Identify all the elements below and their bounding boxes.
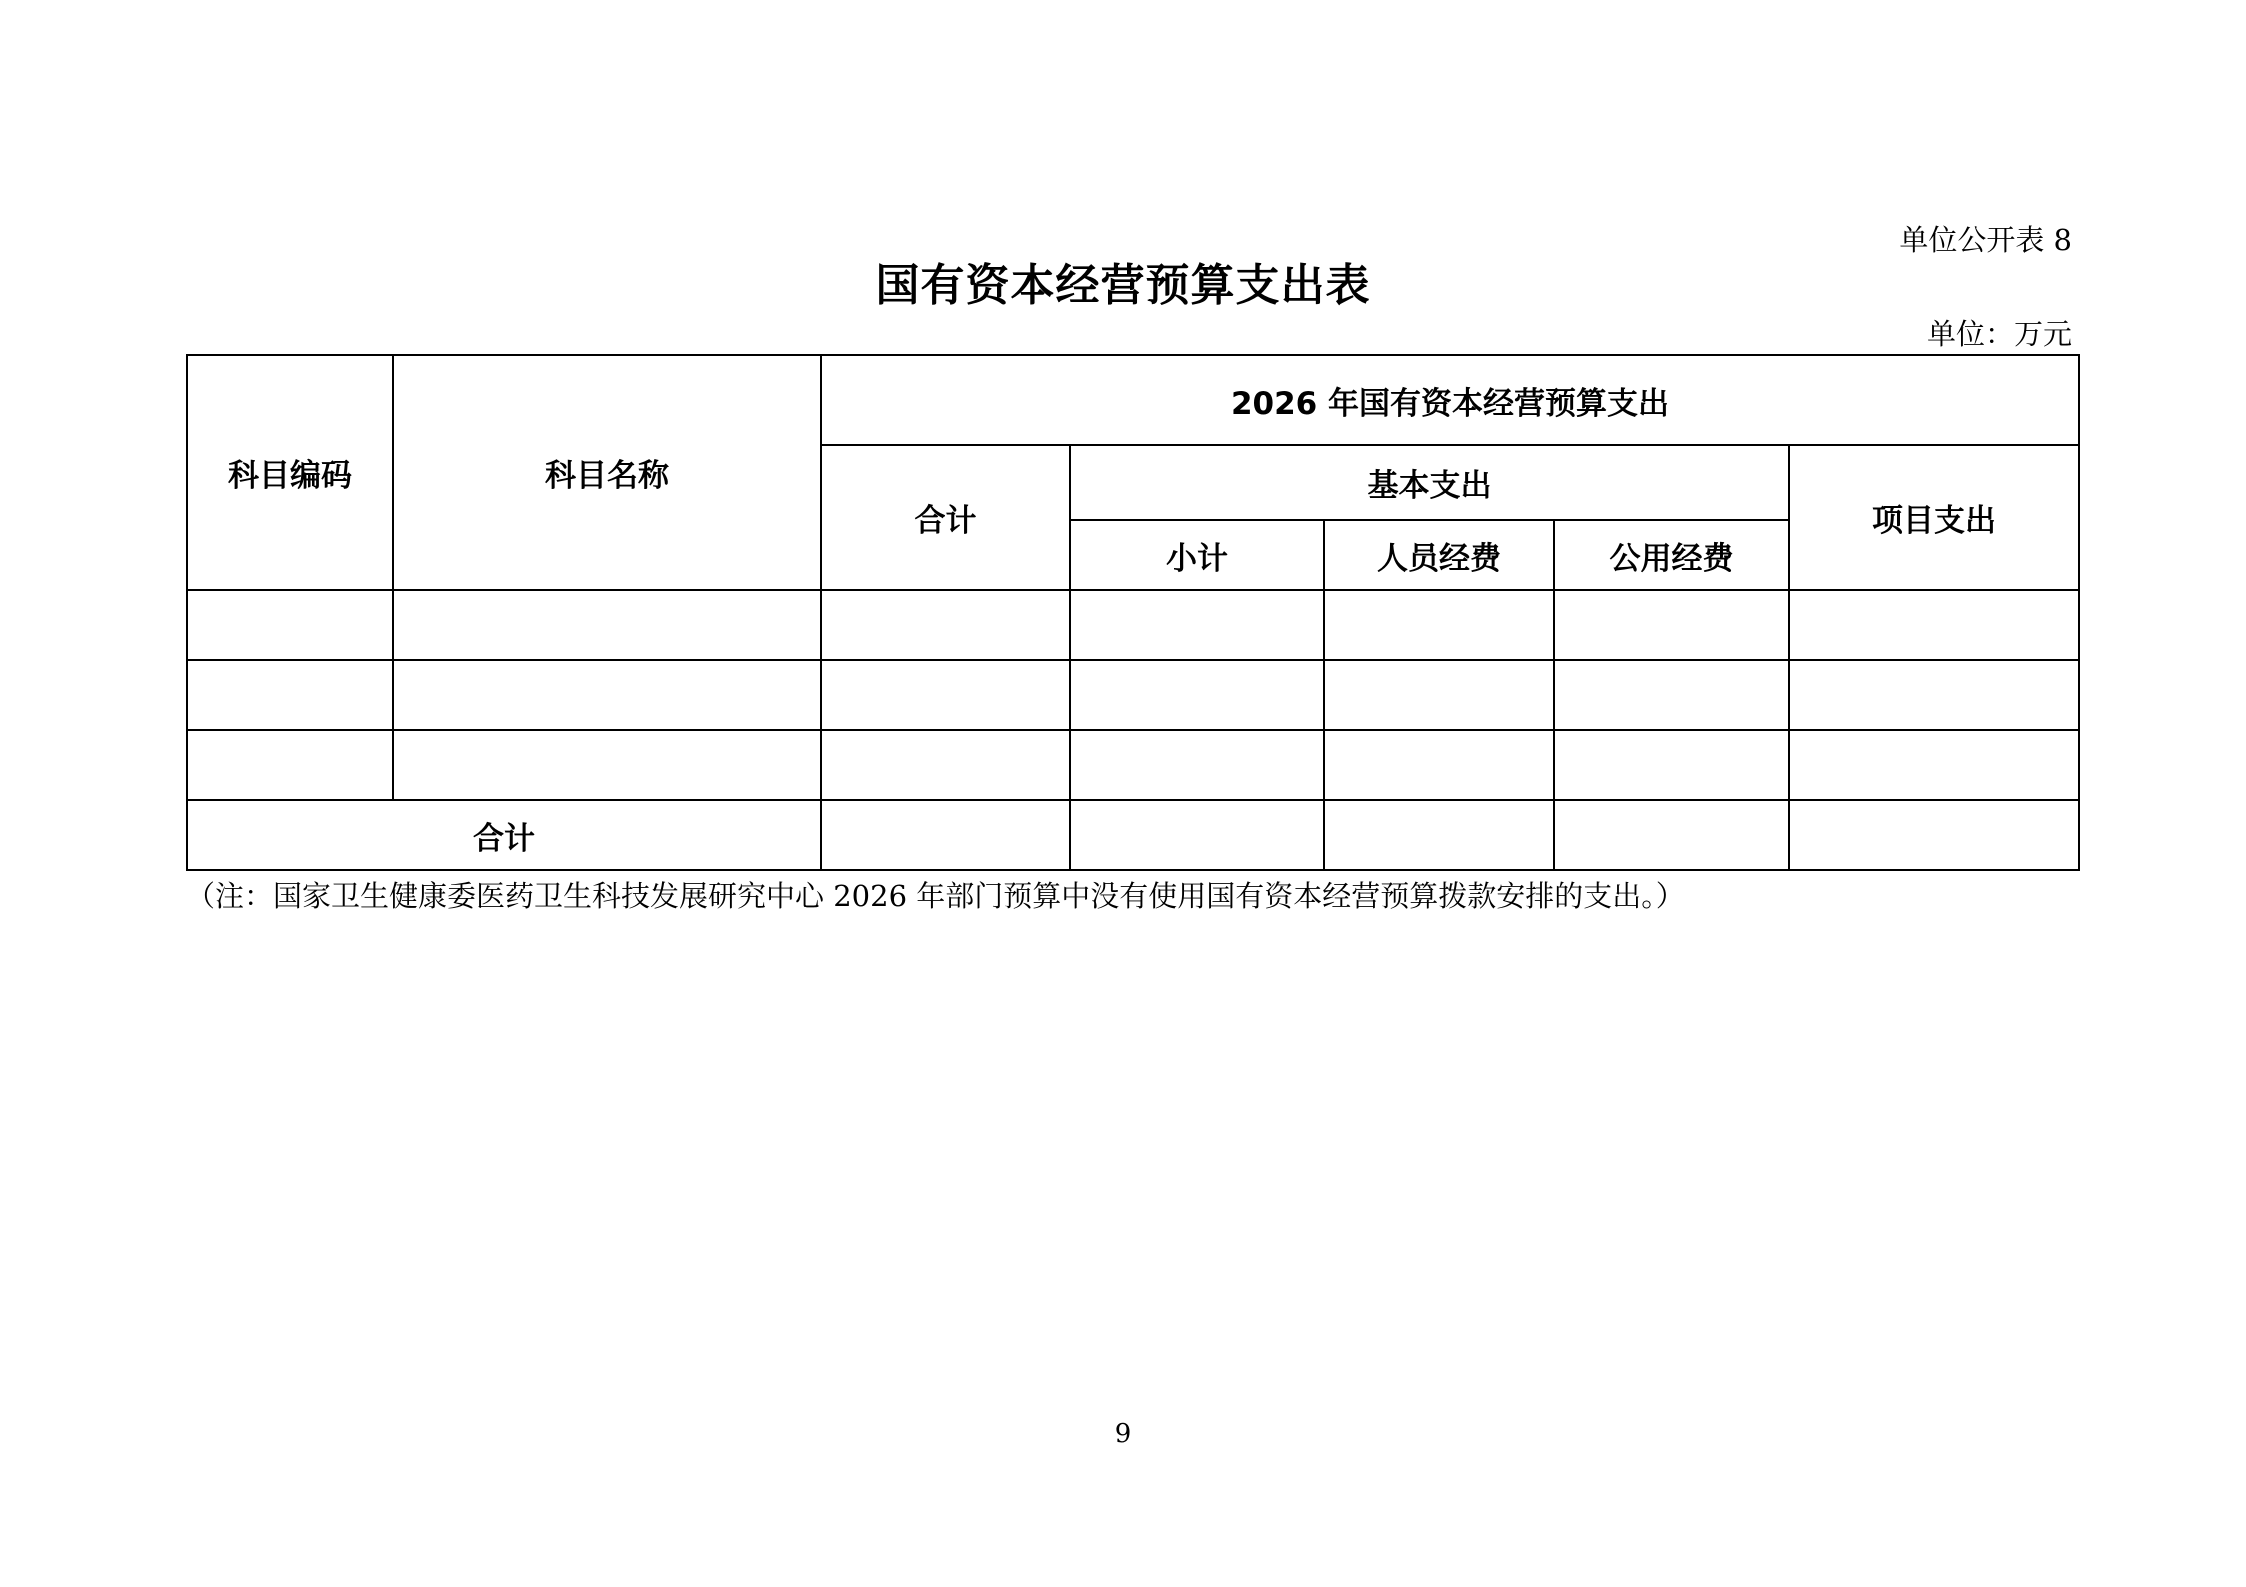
budget-table [186,354,2080,871]
total-row [187,800,2079,870]
table-cell [1070,730,1324,800]
table-cell [821,660,1070,730]
table-cell [1789,660,2079,730]
table-cell [1554,590,1789,660]
page-title: 国有资本经营预算支出表 [875,260,1371,311]
header-project-expenditure: 项目支出 [1789,445,2079,590]
total-cell [1070,800,1324,870]
header-subject-code: 科目编码 [187,355,393,590]
table-row [187,660,2079,730]
table-cell [821,730,1070,800]
table-cell [393,730,821,800]
table-cell [1324,660,1554,730]
total-cell [1554,800,1789,870]
table-row [187,730,2079,800]
table-cell [187,660,393,730]
header-basic-expenditure: 基本支出 [1070,445,1789,520]
table-cell [187,730,393,800]
table-cell [1554,660,1789,730]
table-cell [1070,660,1324,730]
table-cell [393,590,821,660]
table-cell [1324,730,1554,800]
total-cell [1789,800,2079,870]
total-cell [821,800,1070,870]
table-cell [1789,590,2079,660]
table-cell [1789,730,2079,800]
total-row-label: 合计 [187,800,821,870]
header-subtotal: 小计 [1070,520,1324,590]
header-row-1 [187,355,2079,445]
header-expenditure-group: 2026 年国有资本经营预算支出 [821,355,2079,445]
header-personnel-cost: 人员经费 [1324,520,1554,590]
table-row [187,590,2079,660]
table-cell [187,590,393,660]
form-number: 单位公开表 8 [1899,223,2072,257]
unit-label: 单位：万元 [1926,317,2072,351]
table-cell [1070,590,1324,660]
page-number: 9 [1114,1419,1132,1449]
table-cell [1324,590,1554,660]
table-cell [821,590,1070,660]
header-total: 合计 [821,445,1070,590]
footnote: （注：国家卫生健康委医药卫生科技发展研究中心 2026 年部门预算中没有使用国有资本经营预算拨款安排的支出。） [186,879,1685,913]
table-cell [1554,730,1789,800]
table-cell [393,660,821,730]
header-subject-name: 科目名称 [393,355,821,590]
header-public-cost: 公用经费 [1554,520,1789,590]
total-cell [1324,800,1554,870]
